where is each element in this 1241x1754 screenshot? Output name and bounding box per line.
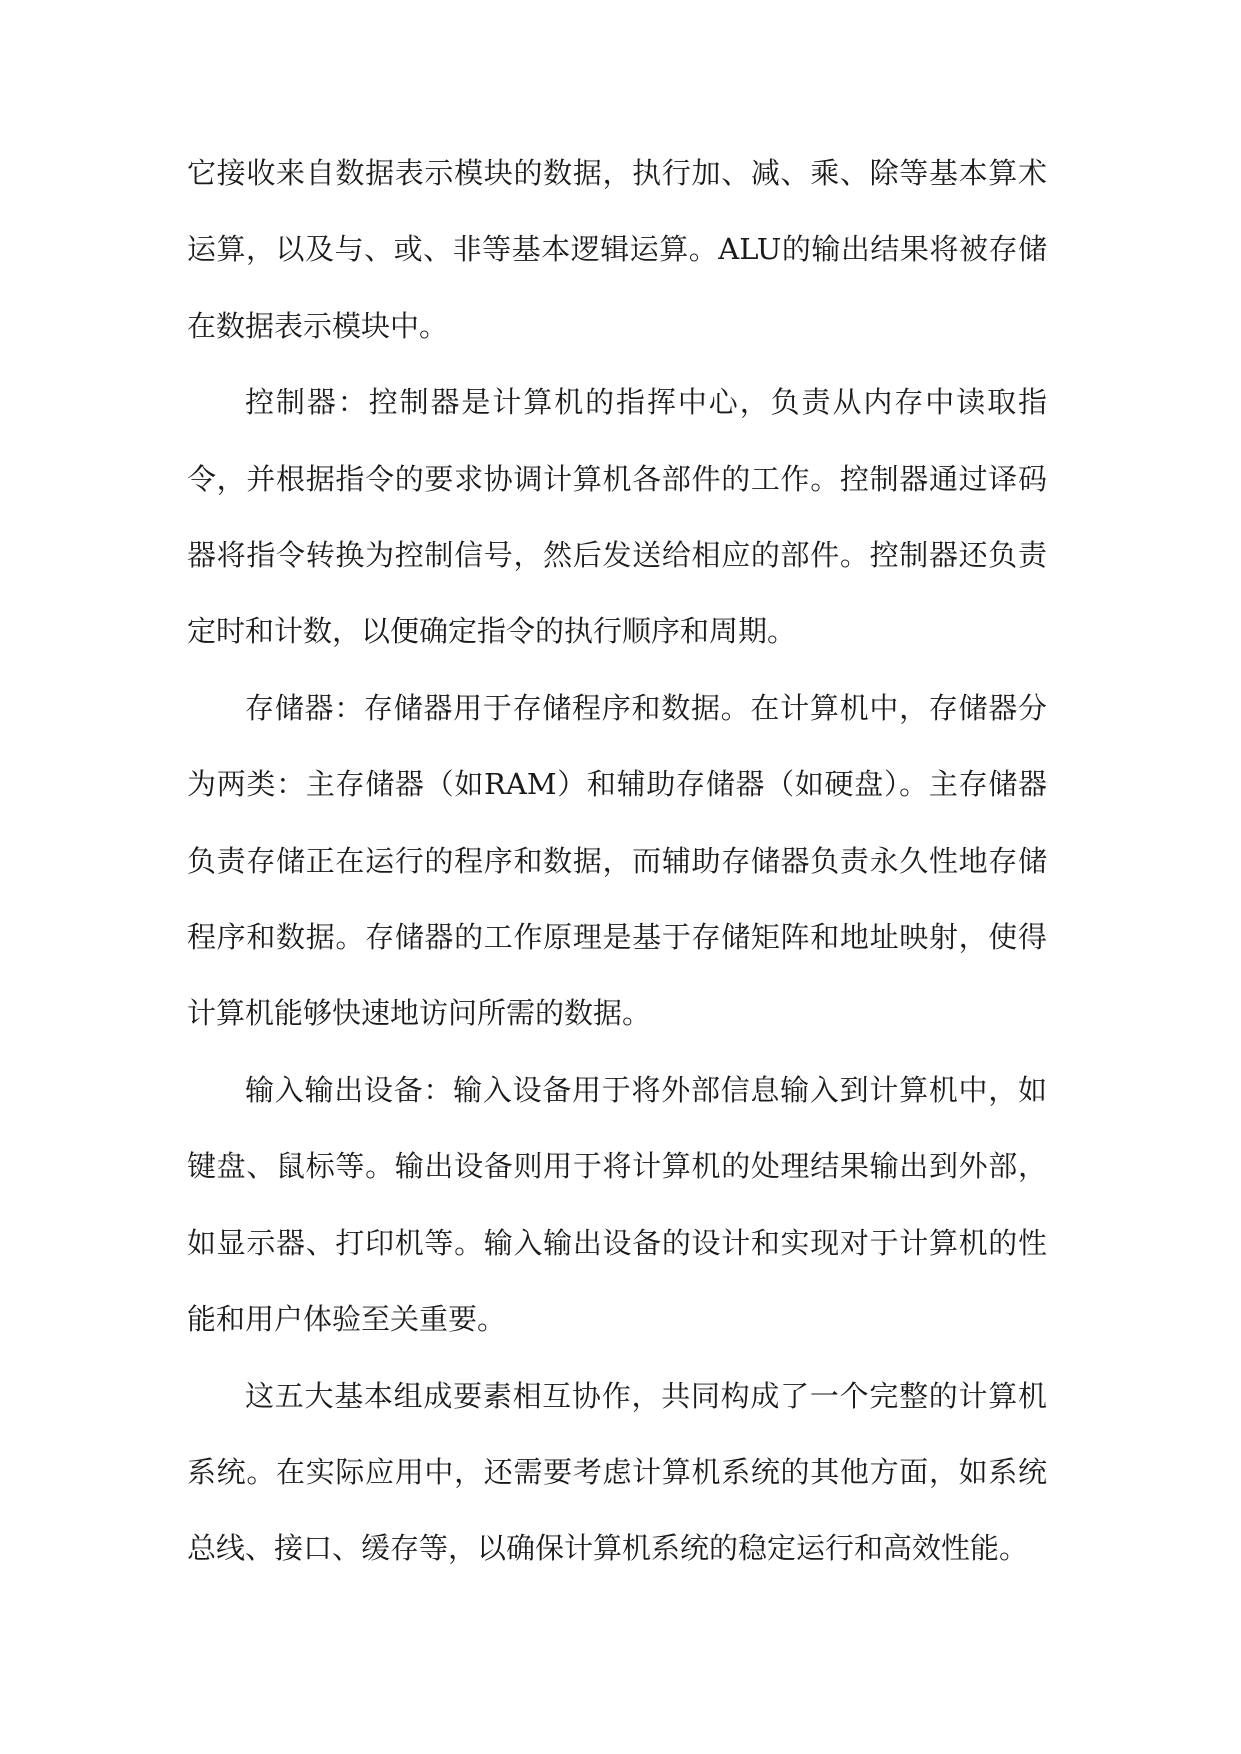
paragraph-io-devices: 输入输出设备：输入设备用于将外部信息输入到计算机中，如键盘、鼠标等。输出设备则用于将计算机的处理结果输出到外部，如显示器、打印机等。输入输出设备的设计和实现对于计算机的性能和用户体验至关重要。 <box>187 1072 1047 1337</box>
paragraph-controller: 控制器：控制器是计算机的指挥中心，负责从内存中读取指令，并根据指令的要求协调计算机各部件的工作。控制器通过译码器将指令转换为控制信号，然后发送给相应的部件。控制器还负责定时和计数，以便确定指令的执行顺序和周期。 <box>187 385 1047 649</box>
document-body <box>187 135 1047 1587</box>
paragraph-memory: 存储器：存储器用于存储程序和数据。在计算机中，存储器分为两类：主存储器（如RAM）和辅助存储器（如硬盘）。主存储器负责存储正在运行的程序和数据，而辅助存储器负责永久性地存储程序和数据。存储器的工作原理是基于存储矩阵和地址映射，使得计算机能够快速地访问所需的数据。 <box>187 690 1047 1031</box>
paragraph-alu-continuation: 它接收来自数据表示模块的数据，执行加、减、乘、除等基本算术运算，以及与、或、非等基本逻辑运算。ALU的输出结果将被存储在数据表示模块中。 <box>187 156 1047 343</box>
paragraph-summary: 这五大基本组成要素相互协作，共同构成了一个完整的计算机系统。在实际应用中，还需要考虑计算机系统的其他方面，如系统总线、接口、缓存等，以确保计算机系统的稳定运行和高效性能。 <box>187 1378 1047 1566</box>
